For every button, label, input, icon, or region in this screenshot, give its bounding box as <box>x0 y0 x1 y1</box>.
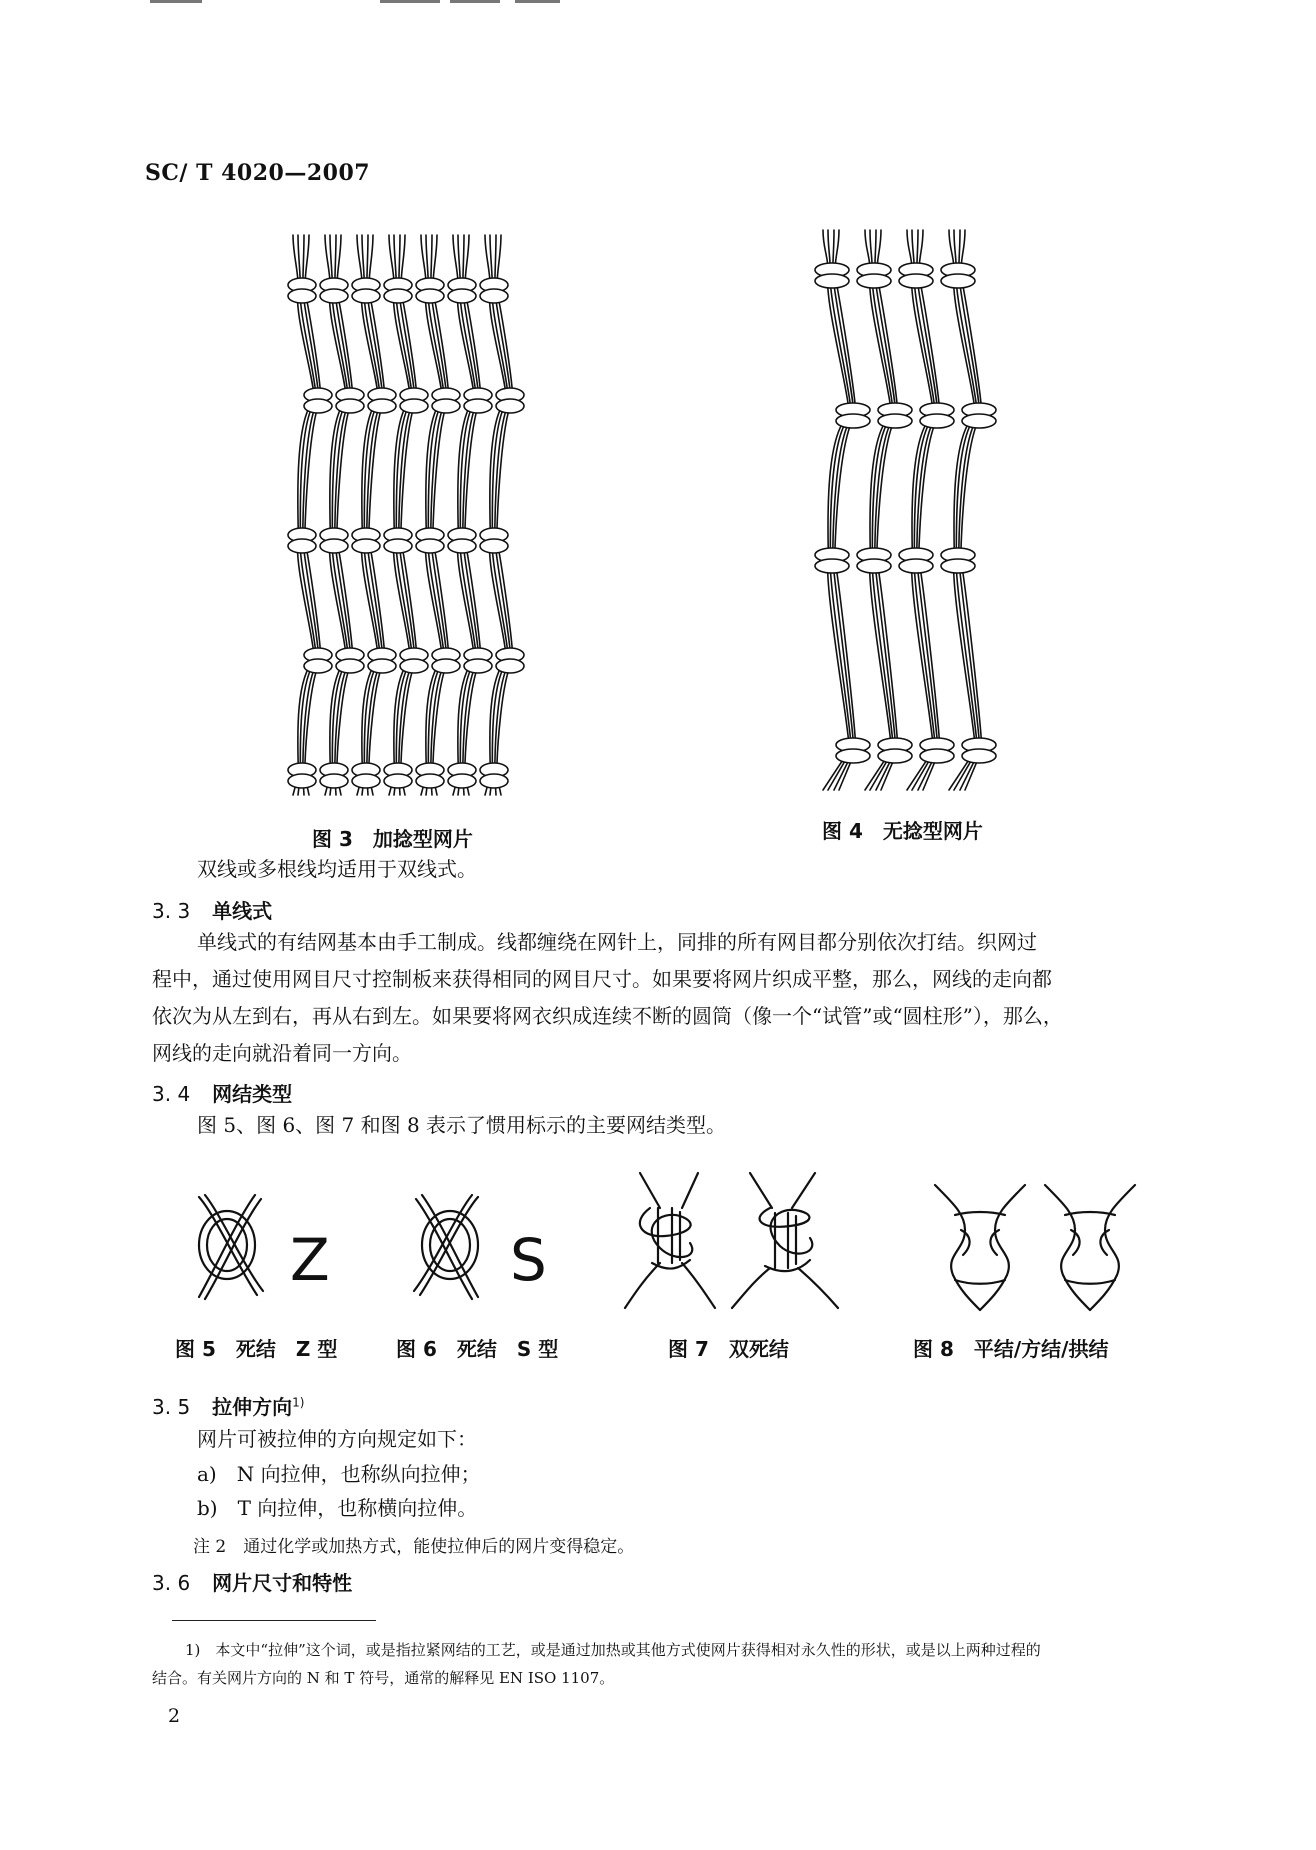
section-title: 网结类型 <box>212 1082 293 1106</box>
intro-line: 双线或多根线均适用于双线式。 <box>197 857 477 881</box>
section-number: 3. 6 <box>152 1571 191 1595</box>
knot-letter-s: S <box>510 1226 547 1294</box>
figure-7-caption: 图 7 双死结 <box>668 1337 789 1361</box>
footnote-line: 结合。有关网片方向的 N 和 T 符号，通常的解释见 EN ISO 1107。 <box>152 1669 615 1687</box>
list-item: a) N 向拉伸，也称纵向拉伸； <box>197 1462 481 1486</box>
scan-mark <box>515 0 560 3</box>
section-3-6-heading <box>152 1567 352 1596</box>
section-title: 拉伸方向 <box>212 1395 293 1419</box>
paragraph-line: 程中，通过使用网目尺寸控制板来获得相同的网目尺寸。如果要将网片织成平整，那么，网线的走向都 <box>152 967 1052 991</box>
figure-7-double-knot <box>620 1168 850 1318</box>
knot-letter-z: Z <box>290 1226 330 1294</box>
section-number: 3. 5 <box>152 1395 191 1419</box>
figure-5-caption: 图 5 死结 Z 型 <box>175 1337 338 1361</box>
section-3-4-heading <box>152 1078 292 1107</box>
figure-8-reef-knot <box>925 1175 1145 1315</box>
paragraph-line: 依次为从左到右，再从右到左。如果要将网衣织成连续不断的圆筒（像一个“试管”或“圆柱形”），那么， <box>152 1004 1063 1028</box>
scan-mark <box>150 0 202 3</box>
figure-3-caption: 图 3 加捻型网片 <box>312 827 473 851</box>
section-3-3-heading <box>152 895 272 924</box>
footnote-reference: 1) <box>292 1395 305 1410</box>
section-number: 3. 3 <box>152 899 191 923</box>
figure-3-twisted-netting <box>280 230 520 800</box>
note-2: 注 2 通过化学或加热方式，能使拉伸后的网片变得稳定。 <box>193 1537 635 1557</box>
standard-code: SC/ T 4020—2007 <box>145 160 371 186</box>
section-number: 3. 4 <box>152 1082 191 1106</box>
scan-mark <box>450 0 500 3</box>
footnote-line: 1) 本文中“拉伸”这个词，或是指拉紧网结的工艺，或是通过加热或其他方式使网片获得相对永久性的形状，或是以上两种过程的 <box>185 1641 1041 1659</box>
scan-mark <box>380 0 440 3</box>
section-title: 网片尺寸和特性 <box>212 1571 353 1595</box>
figure-5-knot-z <box>185 1185 345 1315</box>
figure-6-knot-s <box>408 1185 568 1315</box>
paragraph-line: 单线式的有结网基本由手工制成。线都缠绕在网针上，同排的所有网目都分别依次打结。织网过 <box>197 930 1037 954</box>
paragraph-line: 图 5、图 6、图 7 和图 8 表示了惯用标示的主要网结类型。 <box>197 1113 727 1137</box>
list-item: b) T 向拉伸，也称横向拉伸。 <box>197 1496 478 1520</box>
figure-6-caption: 图 6 死结 S 型 <box>396 1337 559 1361</box>
section-3-5-heading <box>152 1391 305 1420</box>
figure-4-caption: 图 4 无捻型网片 <box>822 819 983 843</box>
footnote-separator <box>172 1620 376 1621</box>
paragraph-line: 网线的走向就沿着同一方向。 <box>152 1041 412 1065</box>
paragraph-line: 网片可被拉伸的方向规定如下： <box>197 1427 477 1451</box>
section-title: 单线式 <box>212 899 273 923</box>
figure-8-caption: 图 8 平结/方结/拱结 <box>913 1337 1109 1361</box>
page-number: 2 <box>168 1705 181 1727</box>
figure-4-untwisted-netting <box>800 225 1030 795</box>
